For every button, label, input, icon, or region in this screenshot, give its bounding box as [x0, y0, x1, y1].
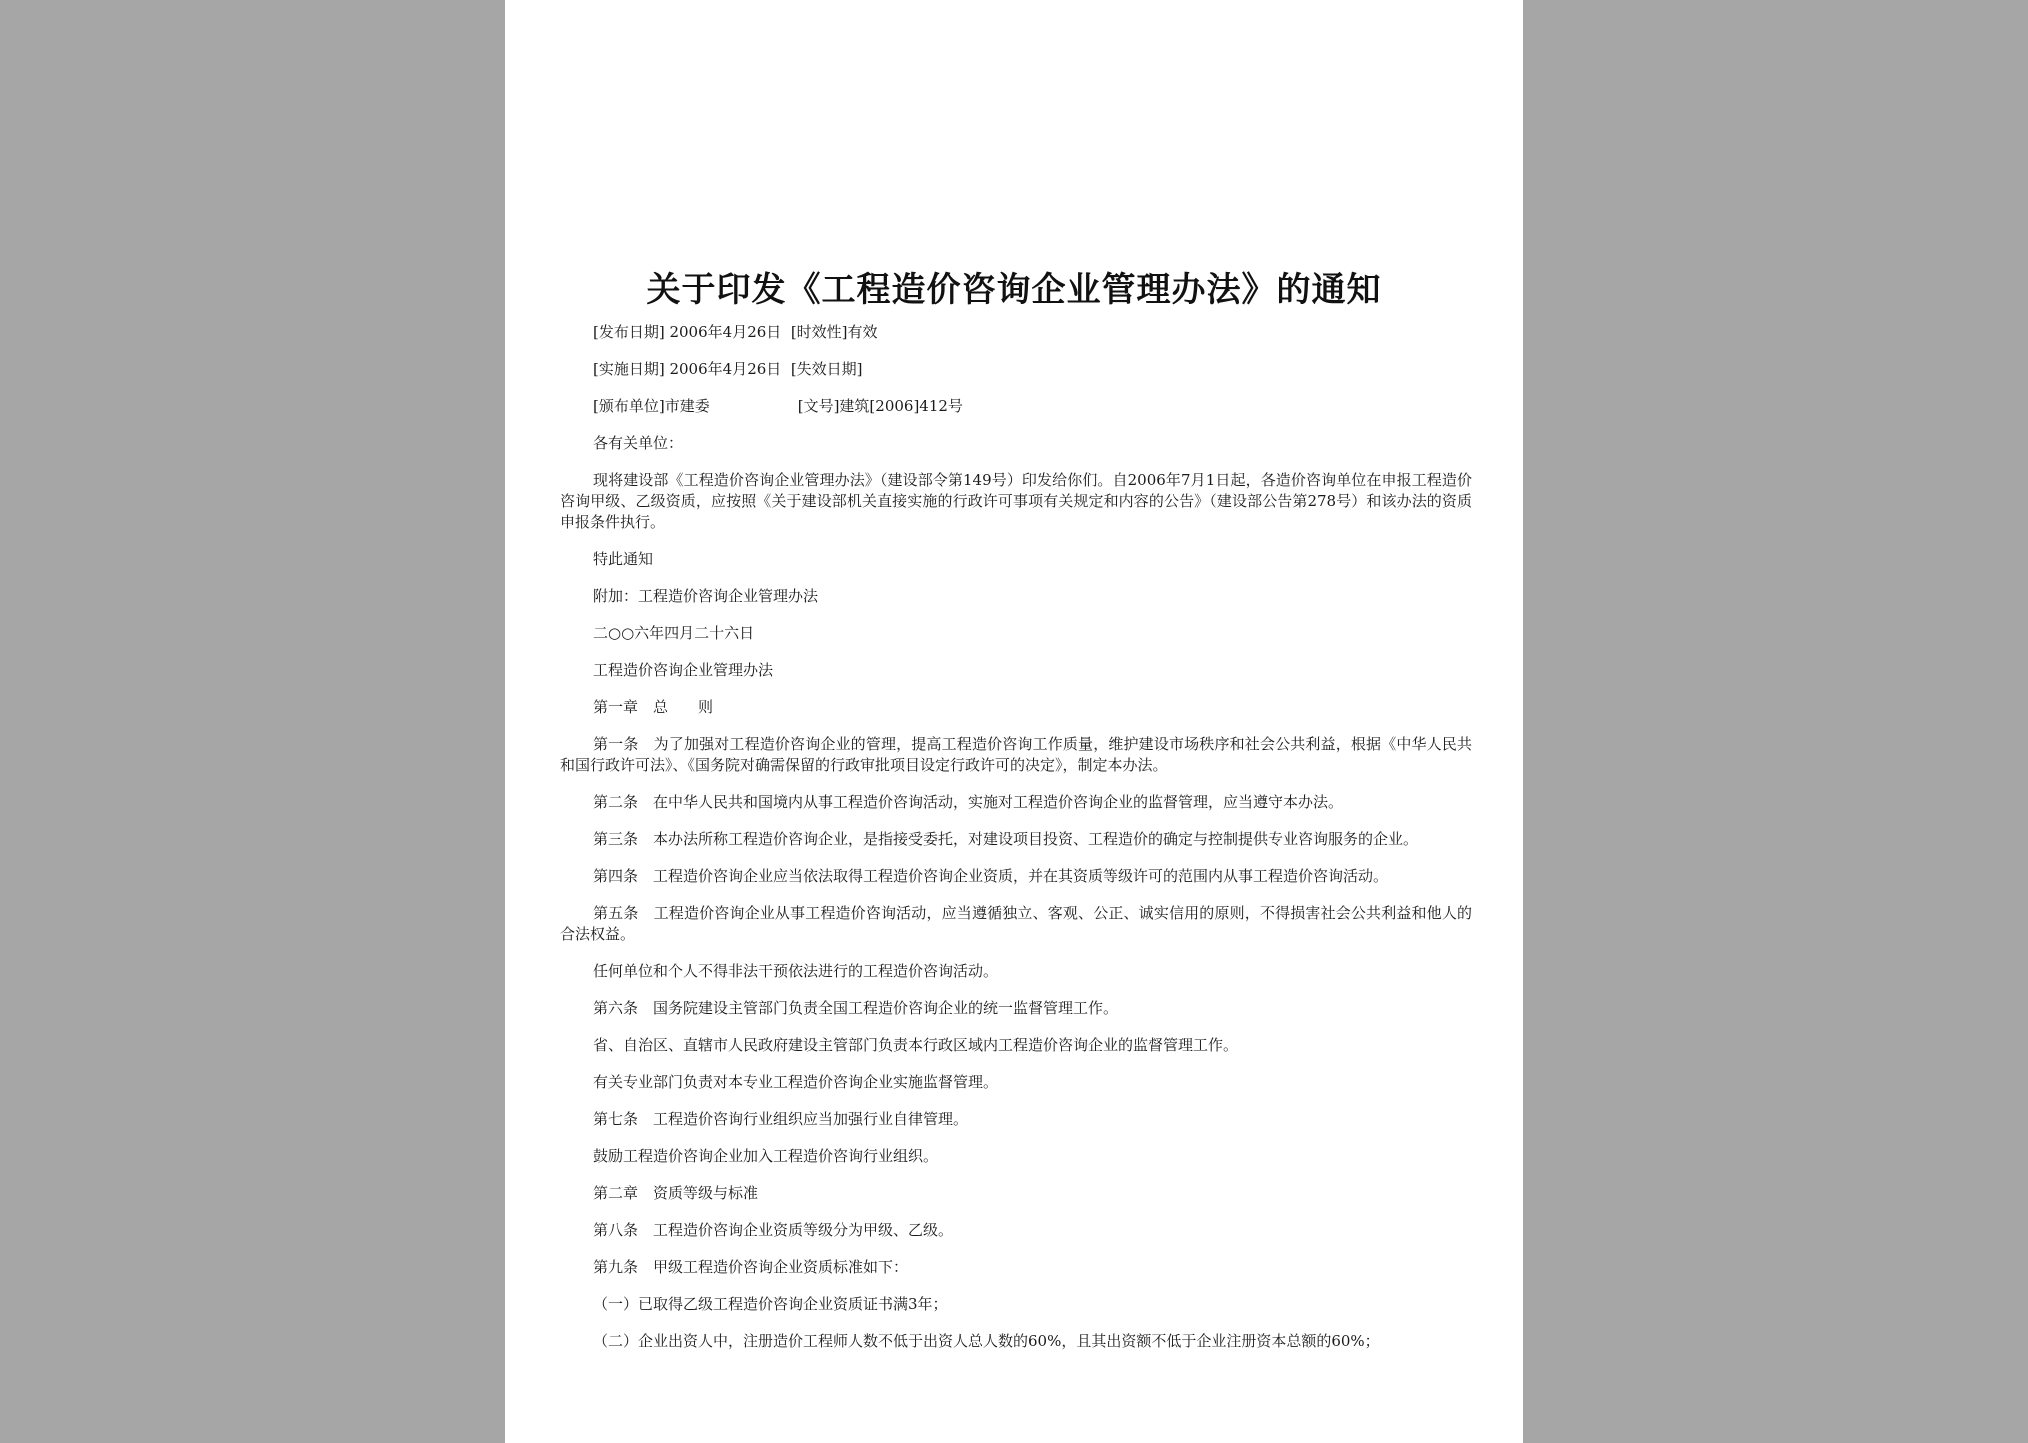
meta-effective-date: [实施日期] 2006年4月26日 — [593, 360, 782, 378]
document-page — [505, 0, 1523, 1443]
meta-issuer: [颁布单位]市建委 — [593, 397, 710, 415]
paragraph-chapter-2: 第二章 资质等级与标准 — [593, 1184, 759, 1202]
paragraph-closing: 特此通知 — [593, 550, 654, 568]
document-body — [560, 322, 1472, 1368]
paragraph-article-4: 第四条 工程造价咨询企业应当依法取得工程造价咨询企业资质，并在其资质等级许可的范围内从事工程造价咨询活动。 — [593, 867, 1389, 885]
paragraph-article-9-item-2: （二）企业出资人中，注册造价工程师人数不低于出资人总人数的60%，且其出资额不低于企业注册资本总额的60%； — [593, 1332, 1380, 1350]
paragraph-article-7: 第七条 工程造价咨询行业组织应当加强行业自律管理。 — [593, 1110, 969, 1128]
paragraph-article-8: 第八条 工程造价咨询企业资质等级分为甲级、乙级。 — [593, 1221, 954, 1239]
paragraph-attachment: 附加：工程造价咨询企业管理办法 — [593, 587, 819, 605]
paragraph-article-6-cont-2: 有关专业部门负责对本专业工程造价咨询企业实施监督管理。 — [593, 1073, 999, 1091]
meta-line-effective — [560, 359, 1472, 380]
meta-line-issuer — [560, 396, 1472, 417]
paragraph-article-2: 第二条 在中华人民共和国境内从事工程造价咨询活动，实施对工程造价咨询企业的监督管理，应当遵守本办法。 — [593, 793, 1344, 811]
meta-publish-date: [发布日期] 2006年4月26日 — [593, 323, 782, 341]
meta-validity: [时效性]有效 — [790, 323, 878, 341]
document-title: 关于印发《工程造价咨询企业管理办法》的通知 — [646, 270, 1382, 310]
paragraph-article-6-cont-1: 省、自治区、直辖市人民政府建设主管部门负责本行政区域内工程造价咨询企业的监督管理工作。 — [593, 1036, 1239, 1054]
meta-line-publish — [560, 322, 1472, 343]
paragraph-article-3: 第三条 本办法所称工程造价咨询企业，是指接受委托，对建设项目投资、工程造价的确定与控制提供专业咨询服务的企业。 — [593, 830, 1419, 848]
paragraph-article-5: 第五条 工程造价咨询企业从事工程造价咨询活动，应当遵循独立、客观、公正、诚实信用的原则，不得损害社会公共利益和他人的合法权益。 — [560, 904, 1472, 943]
paragraph-article-9: 第九条 甲级工程造价咨询企业资质标准如下： — [593, 1258, 909, 1276]
paragraph-notice-body: 现将建设部《工程造价咨询企业管理办法》（建设部令第149号）印发给你们。自2006年7月1日起，各造价咨询单位在申报工程造价咨询甲级、乙级资质，应按照《关于建设部机关直接实施的行政许可事项有关规定和内容的公告》（建设部公告第278号）和该办法的资质申报条件执行。 — [560, 471, 1472, 531]
paragraph-article-1: 第一条 为了加强对工程造价咨询企业的管理，提高工程造价咨询工作质量，维护建设市场秩序和社会公共利益，根据《中华人民共和国行政许可法》、《国务院对确需保留的行政审批项目设定行政许可的决定》，制定本办法。 — [560, 735, 1472, 774]
paragraph-date: 二○○六年四月二十六日 — [593, 624, 755, 642]
meta-doc-number: [文号]建筑[2006]412号 — [797, 397, 963, 415]
paragraph-article-6: 第六条 国务院建设主管部门负责全国工程造价咨询企业的统一监督管理工作。 — [593, 999, 1119, 1017]
paragraph-chapter-1: 第一章 总 则 — [593, 698, 714, 716]
paragraph-salutation: 各有关单位： — [593, 434, 684, 452]
paragraph-article-9-item-1: （一）已取得乙级工程造价咨询企业资质证书满3年； — [593, 1295, 948, 1313]
paragraph-measures-title: 工程造价咨询企业管理办法 — [593, 661, 774, 679]
meta-expiry-date: [失效日期] — [790, 360, 863, 378]
paragraph-article-7-cont: 鼓励工程造价咨询企业加入工程造价咨询行业组织。 — [593, 1147, 939, 1165]
paragraph-article-5-cont: 任何单位和个人不得非法干预依法进行的工程造价咨询活动。 — [593, 962, 999, 980]
